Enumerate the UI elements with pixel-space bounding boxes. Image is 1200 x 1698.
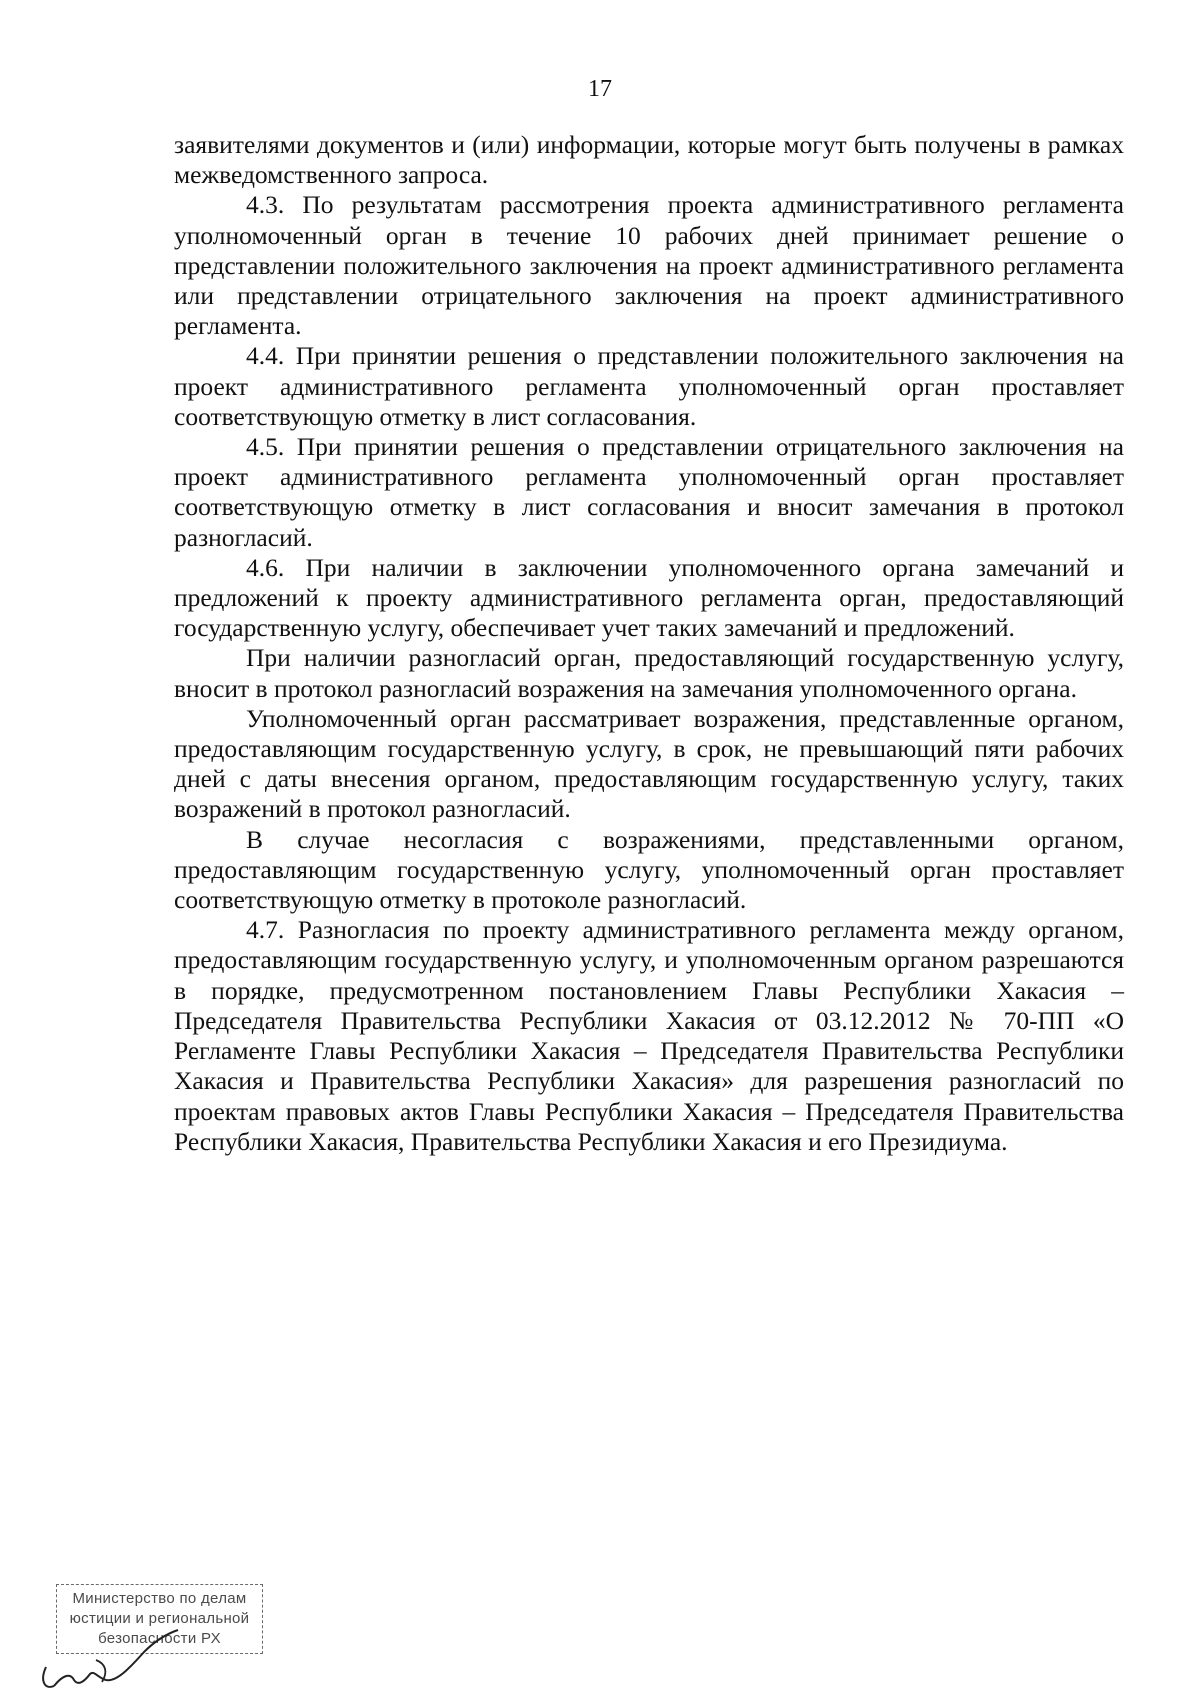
paragraph-4-4: 4.4. При принятии решения о представлении положительного заключения на проект административного регламента уполномоченный орган проставляет соответствующую отметку в лист согласования. <box>174 341 1124 431</box>
paragraph-4-6: 4.6. При наличии в заключении уполномоченного органа замечаний и предложений к проекту административного регламента орган, предоставляющий государственную услугу, обеспечивает учет таких замечаний и предложений. <box>174 552 1124 643</box>
stamp-line-1: Министерство по делам <box>72 1590 247 1607</box>
paragraph-non-agreement: В случае несогласия с возражениями, представленными органом, предоставляющим государственную услугу, уполномоченный орган проставляет соответствующую отметку в протоколе разногласий. <box>174 824 1124 915</box>
document-body <box>174 130 1124 1157</box>
page-number: 17 <box>588 76 612 102</box>
stamp-line-3: безопасности РХ <box>98 1630 221 1647</box>
paragraph-4-5: 4.5. При принятии решения о представлении отрицательного заключения на проект административного регламента уполномоченный орган проставляет соответствующую отметку в лист согласования и вносит замечания в протокол разногласий. <box>174 432 1124 552</box>
paragraph-4-3: 4.3. По результатам рассмотрения проекта административного регламента уполномоченный орган в течение 10 рабочих дней принимает решение о представлении положительного заключения на проект административного регламента или представлении отрицательного заключения на проект административного регламента. <box>174 190 1124 341</box>
handwritten-signature <box>36 1612 186 1692</box>
paragraph-continuation: заявителями документов и (или) информации, которые могут быть получены в рамках межведомственного запроса. <box>174 130 1124 190</box>
paragraph-objections-review: Уполномоченный орган рассматривает возражения, представленные органом, предоставляющим государственную услугу, в срок, не превышающий пяти рабочих дней с даты внесения органом, предоставляющим государственную услугу, таких возражений в протокол разногласий. <box>174 703 1124 824</box>
paragraph-disagreements: При наличии разногласий орган, предоставляющий государственную услугу, вносит в протокол разногласий возражения на замечания уполномоченного органа. <box>174 643 1124 703</box>
stamp-line-2: юстиции и региональной <box>69 1610 250 1627</box>
paragraph-4-7: 4.7. Разногласия по проекту административного регламента между органом, предоставляющим государственную услугу, и уполномоченным органом разрешаются в порядке, предусмотренном постановлением Главы Республики Хакасия – Председателя Правительства Республики Хакасия от 03.12.2012 № 70-ПП «О Регламенте Главы Республики Хакасия – Председателя Правительства Республики Хакасия и Правительства Республики Хакасия» для разрешения разногласий по проектам правовых актов Главы Республики Хакасия – Председателя Правительства Республики Хакасия, Правительства Республики Хакасия и его Президиума. <box>174 915 1124 1156</box>
